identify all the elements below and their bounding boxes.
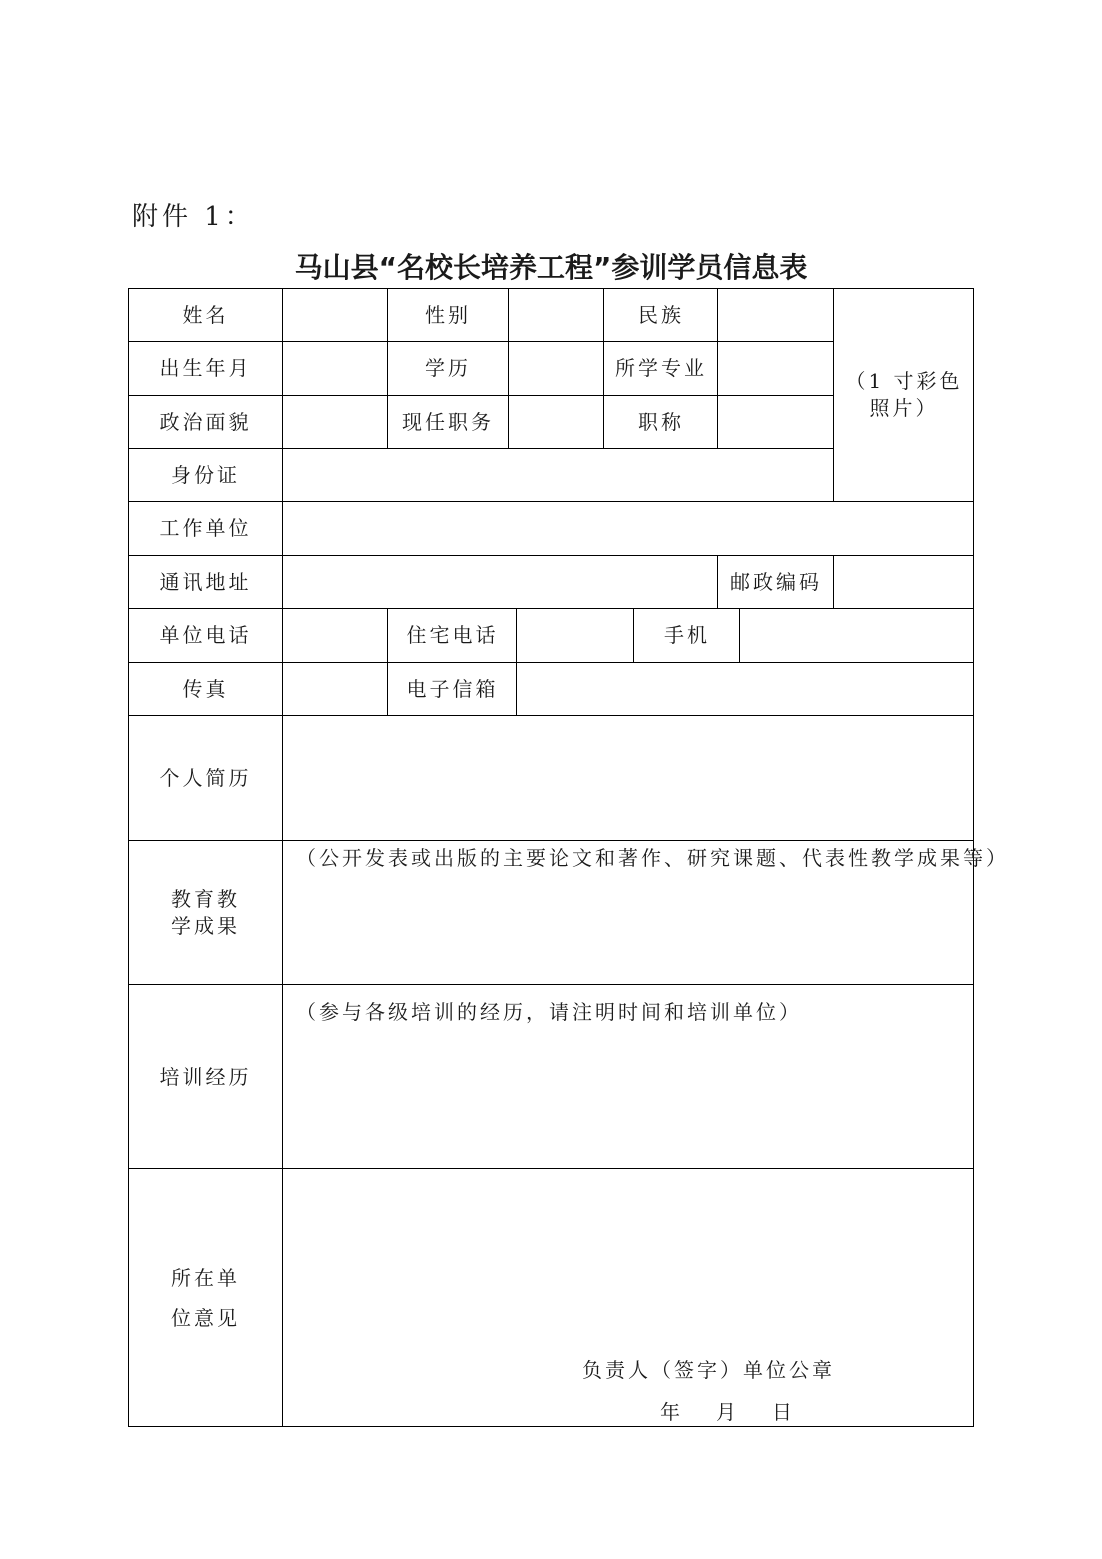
label-email: 电子信箱 (406, 676, 499, 701)
attachment-label: 附件 1： (132, 202, 255, 232)
achievements-label-line2: 学成果 (171, 914, 240, 938)
label-mobile: 手机 (664, 623, 710, 647)
date-label: 年 月 日 (660, 1400, 800, 1424)
achievements-hint: （公开发表或出版的主要论文和著作、研究课题、代表性教学成果等） (296, 846, 1009, 870)
field-political[interactable] (283, 395, 388, 449)
field-gender[interactable] (509, 288, 604, 342)
label-address: 通讯地址 (159, 569, 252, 594)
label-achievements (128, 841, 283, 985)
label-major: 所学专业 (615, 356, 707, 380)
label-unit-phone: 单位电话 (159, 623, 252, 647)
form-title: 马山县“名校长培养工程”参训学员信息表 (294, 251, 808, 284)
photo-placeholder[interactable] (834, 288, 974, 502)
photo-label-line2: 照片） (869, 396, 939, 420)
field-id-card[interactable] (283, 448, 834, 502)
label-postcode: 邮政编码 (730, 569, 822, 594)
field-title-rank[interactable] (718, 395, 834, 449)
field-address[interactable] (283, 555, 718, 609)
label-id-card: 身份证 (171, 462, 240, 487)
field-unit-phone[interactable] (283, 609, 388, 662)
achievements-label-line1: 教育教 (171, 887, 240, 911)
opinion-label-line1: 所在单 (171, 1266, 240, 1290)
training-hint: （参与各级培训的经历，请注明时间和培训单位） (296, 1000, 802, 1024)
field-mobile[interactable] (740, 609, 974, 662)
info-form-table (128, 288, 1009, 1427)
field-email[interactable] (517, 662, 974, 716)
label-home-phone: 住宅电话 (406, 623, 499, 647)
field-unit-opinion[interactable] (283, 1169, 974, 1427)
field-fax[interactable] (283, 662, 388, 716)
field-birth[interactable] (283, 342, 388, 395)
label-birth: 出生年月 (159, 356, 252, 380)
label-fax: 传真 (182, 676, 229, 701)
field-work-unit[interactable] (283, 502, 974, 555)
field-name[interactable] (283, 288, 388, 342)
field-postcode[interactable] (834, 555, 974, 609)
label-training: 培训经历 (159, 1064, 252, 1089)
label-unit-opinion (128, 1169, 283, 1427)
label-gender: 性别 (425, 302, 471, 327)
label-work-unit: 工作单位 (159, 516, 252, 540)
field-major[interactable] (718, 342, 834, 395)
label-political: 政治面貌 (159, 409, 252, 434)
label-ethnicity: 民族 (638, 302, 684, 327)
field-resume[interactable] (283, 716, 974, 841)
field-education[interactable] (509, 342, 604, 395)
label-education: 学历 (425, 356, 471, 380)
label-title-rank: 职称 (638, 409, 684, 434)
field-home-phone[interactable] (517, 609, 634, 662)
signature-label: 负责人（签字）单位公章 (582, 1358, 835, 1382)
field-ethnicity[interactable] (718, 288, 834, 342)
photo-label-line1: （1 寸彩色 (845, 369, 963, 393)
label-name: 姓名 (182, 302, 229, 327)
label-resume: 个人简历 (159, 766, 252, 790)
opinion-label-line2: 位意见 (171, 1306, 240, 1330)
label-position: 现任职务 (402, 409, 494, 434)
field-position[interactable] (509, 395, 604, 449)
